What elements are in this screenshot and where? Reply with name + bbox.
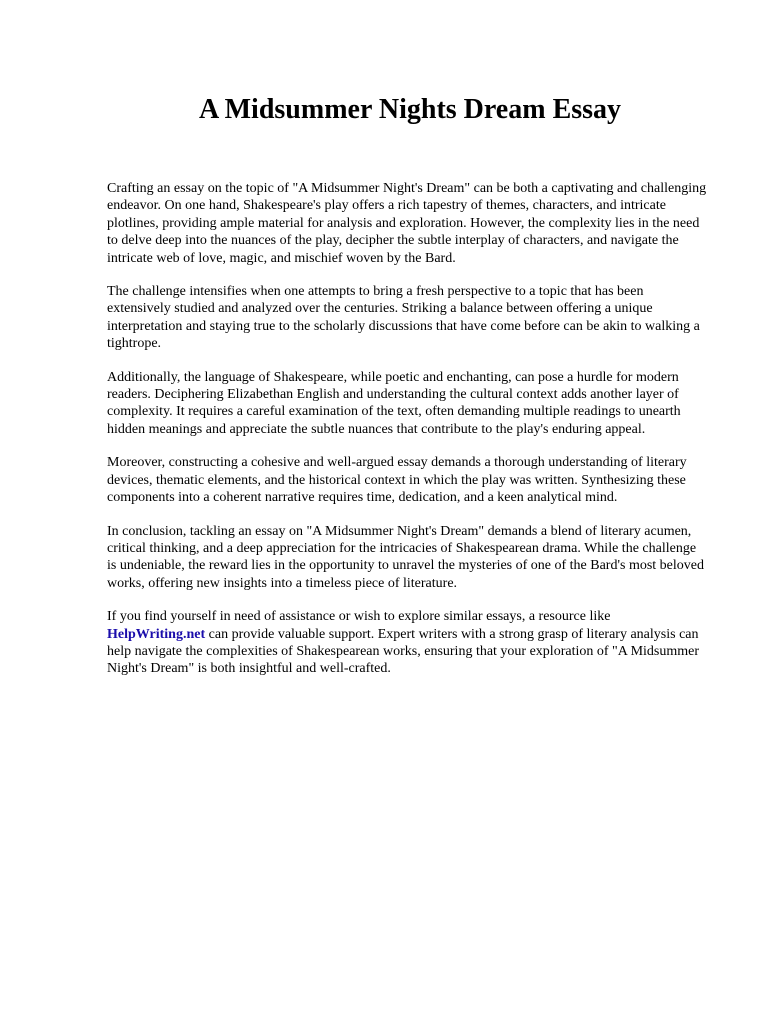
essay-body [107,180,707,694]
paragraph-6 [107,608,707,678]
paragraph-3: Additionally, the language of Shakespeare, while poetic and enchanting, can pose a hurdle for modern readers. Deciphering Elizabethan English and understanding the cultural context adds another layer of complexity. It requires a careful examination of the text, often demanding multiple readings to unearth hidden meanings and appreciate the subtle nuances that contribute to the play's enduring appeal. [107,369,681,437]
page-title: A Midsummer Nights Dream Essay [198,94,622,125]
paragraph-4: Moreover, constructing a cohesive and well-argued essay demands a thorough understanding of literary devices, thematic elements, and the historical context in which the play was written. Synthesizing these components into a coherent narrative requires time, dedication, and a keen analytical mind. [107,455,687,506]
paragraph-2: The challenge intensifies when one attempts to bring a fresh perspective to a topic that has been extensively studied and analyzed over the centuries. Striking a balance between offering a unique interpretation and staying true to the scholarly discussions that have come before can be akin to walking a tightrope. [107,284,700,352]
paragraph-1: Crafting an essay on the topic of "A Midsummer Night's Dream" can be both a captivating and challenging endeavor. On one hand, Shakespeare's play offers a rich tapestry of themes, characters, and intricate plotlines, providing ample material for analysis and exploration. However, the complexity lies in the need to delve deep into the nuances of the play, decipher the subtle interplay of characters, and navigate the intricate web of love, magic, and mischief woven by the Bard. [107,181,707,266]
helpwriting-link[interactable]: HelpWriting.net [107,626,206,642]
paragraph-6-intro: If you find yourself in need of assistance or wish to explore similar essays, a resource like [107,609,611,625]
paragraph-5: In conclusion, tackling an essay on "A Midsummer Night's Dream" demands a blend of literary acumen, critical thinking, and a deep appreciation for the intricacies of Shakespearean drama. While the challenge is undeniable, the reward lies in the opportunity to unravel the mysteries of one of the Bard's most beloved works, offering new insights into a timeless piece of literature. [107,523,704,591]
paragraph-6-rest: can provide valuable support. Expert writers with a strong grasp of literary analysis can help navigate the complexities of Shakespearean works, ensuring that your exploration of "A Midsummer Night's Dream" is both insightful and well-crafted. [107,626,700,677]
